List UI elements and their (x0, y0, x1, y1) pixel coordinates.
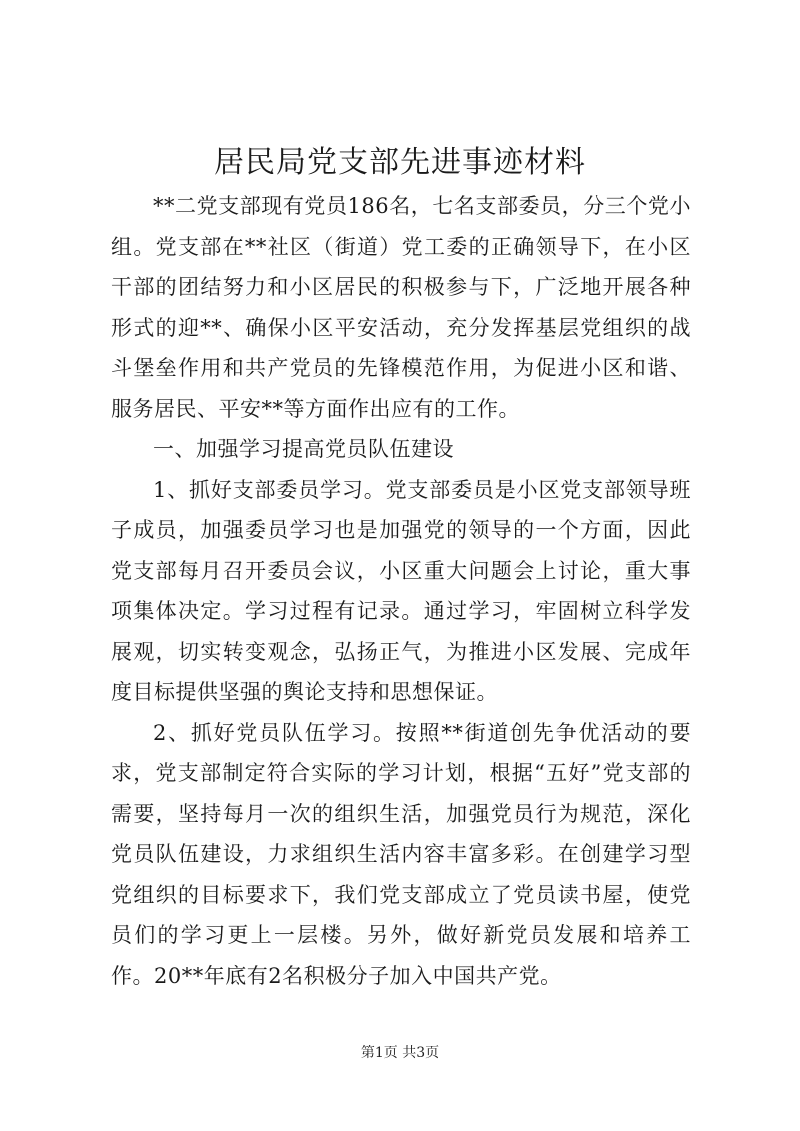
item-1-paragraph: 1、抓好支部委员学习。党支部委员是小区党支部领导班子成员，加强委员学习也是加强党的领导的一个方面，因此党支部每月召开委员会议，小区重大问题会上讨论，重大事项集体决定。学习过程有记录。通过学习，牢固树立科学发展观，切实转变观念，弘扬正气，为推进小区发展、完成年度目标提供坚强的舆论支持和思想保证。 (111, 477, 691, 704)
intro-paragraph: **二党支部现有党员186名，七名支部委员，分三个党小组。党支部在**社区（街道）党工委的正确领导下，在小区干部的团结努力和小区居民的积极参与下，广泛地开展各种形式的迎**、确保小区平安活动，充分发挥基层党组织的战斗堡垒作用和共产党员的先锋模范作用，为促进小区和谐、服务居民、平安**等方面作出应有的工作。 (111, 194, 691, 421)
section-heading: 一、加强学习提高党员队伍建设 (153, 437, 454, 461)
item-2-paragraph: 2、抓好党员队伍学习。按照**街道创先争优活动的要求，党支部制定符合实际的学习计划，根据“五好”党支部的需要，坚持每月一次的组织生活，加强党员行为规范，深化党员队伍建设，力求组织生活内容丰富多彩。在创建学习型党组织的目标要求下，我们党支部成立了党员读书屋，使党员们的学习更上一层楼。另外，做好新党员发展和培养工作。20**年底有2名积极分子加入中国共产党。 (111, 720, 691, 988)
document-body (111, 186, 691, 996)
document-title: 居民局党支部先进事迹材料 (214, 145, 586, 180)
page-footer: 第1页 共3页 (360, 1045, 440, 1061)
